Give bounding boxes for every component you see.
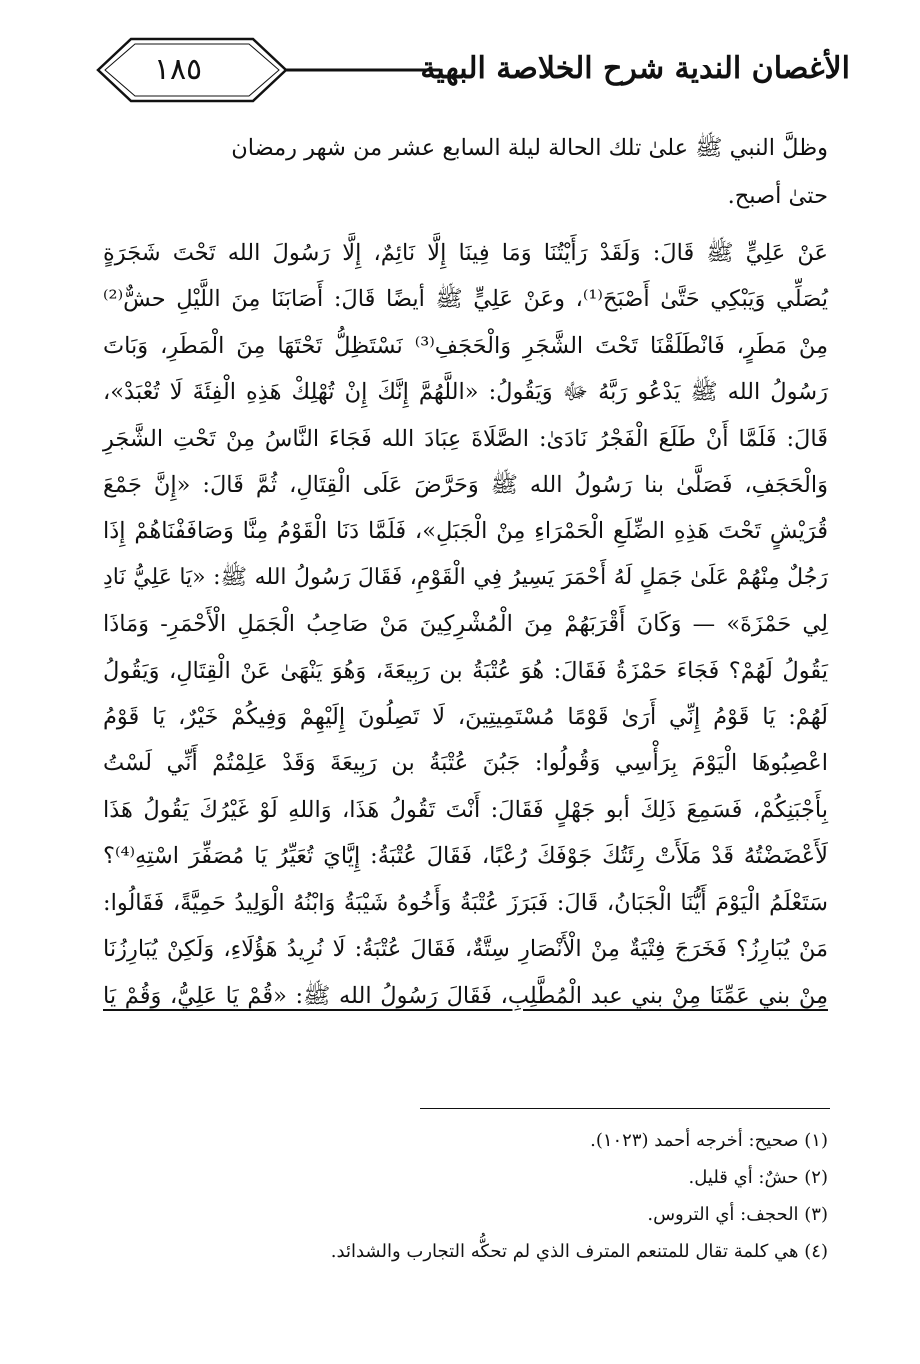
hadith-line: قُرَيْشٍ تَحْتَ هَذِهِ الضِّلَعِ الْحَمْرَاءِ مِنْ الْجَبَلِ»، فَلَمَّا دَنَا الْقَوْمُ مِنَّا وَصَافَفْنَاهُمْ إِذَا	[103, 518, 828, 545]
footnote-separator	[420, 1108, 830, 1109]
intro-line: حتىٰ أصبح.	[727, 183, 828, 209]
hadith-line: يُصَلِّي وَيَبْكِي حَتَّىٰ أَصْبَحَ⁽¹⁾، وعَنْ عَلِيٍّ ﷺ أيضًا قَالَ: أَصَابَنَا مِنَ اللَّيْلِ حشٌّ⁽²⁾	[103, 286, 829, 313]
footnote: (٣) الحجف: أي التروس.	[647, 1204, 828, 1225]
hadith-line: اعْصِبُوهَا الْيَوْمَ بِرَأْسِي وَقُولُوا: جَبُنَ عُتْبَةُ بن رَبِيعَةَ وَقَدْ عَلِمْتُمْ أَنِّي لَسْتُ	[103, 750, 828, 777]
hadith-paragraph	[103, 230, 828, 1019]
footnotes	[103, 1122, 828, 1270]
hadith-line: مَنْ يُبَارِزُ؟ فَخَرَجَ فِتْيَةٌ مِنْ الْأَنْصَارِ سِتَّةٌ، فَقَالَ عُتْبَةُ: لَا نُرِيدُ هَؤُلَاءِ، وَلَكِنْ يُبَارِزُنَا	[103, 936, 828, 963]
hadith-line: لَأَعْضَضْتُهُ قَدْ مَلَأَتْ رِئَتُكَ جَوْفَكَ رُعْبًا، فَقَالَ عُتْبَةُ: إِيَّايَ تُعَيِّرُ يَا مُصَفِّرَ اسْتِهِ⁽⁴⁾؟	[103, 843, 828, 870]
footnote: (٢) حشٌ: أي قليل.	[688, 1167, 828, 1188]
footnote: (٤) هي كلمة تقال للمتنعم المترف الذي لم تحكُّه التجارب والشدائد.	[330, 1241, 828, 1262]
hadith-line: رَسُولُ الله ﷺ يَدْعُو رَبَّهُ ﷻ وَيَقُولُ: «اللَّهُمَّ إِنَّكَ إِنْ تُهْلِكْ هَذِهِ الْفِئَةَ لَا تُعْبَدْ»،	[103, 379, 828, 406]
hadith-line: لِي حَمْزَةَ» — وَكَانَ أَقْرَبَهُمْ مِنَ الْمُشْرِكِينَ مَنْ صَاحِبُ الْجَمَلِ الْأَحْمَرِ- وَمَاذَا	[103, 611, 828, 638]
hadith-line: قَالَ: فَلَمَّا أَنْ طَلَعَ الْفَجْرُ نَادَىٰ: الصَّلَاةَ عِبَادَ الله فَجَاءَ النَّاسُ مِنْ تَحْتِ الشَّجَرِ	[103, 425, 828, 452]
hadith-line: عَنْ عَلِيٍّ ﷺ قَالَ: وَلَقَدْ رَأَيْتُنَا وَمَا فِينَا إِلَّا نَائِمٌ، إِلَّا رَسُولَ الله تَحْتَ شَجَرَةٍ	[103, 240, 828, 266]
intro-paragraph	[103, 124, 828, 220]
intro-line: وظلَّ النبي ﷺ علىٰ تلك الحالة ليلة السابع عشر من شهر رمضان	[231, 135, 828, 161]
hadith-line: سَتَعْلَمُ الْيَوْمَ أَيُّنَا الْجَبَانُ، قَالَ: فَبَرَزَ عُتْبَةُ وَأَخُوهُ شَيْبَةُ وَابْنُهُ الْوَلِيدُ حَمِيَّةً، فَقَالُوا:	[103, 889, 828, 916]
hadith-line: مِنْ مَطَرٍ، فَانْطَلَقْنَا تَحْتَ الشَّجَرِ وَالْحَجَفِ⁽³⁾ نَسْتَظِلُّ تَحْتَهَا مِنَ الْمَطَرِ، وَبَاتَ	[103, 332, 828, 359]
page-number: ١٨٥	[153, 52, 203, 87]
hadith-line: يَقُولُ لَهُمْ؟ فَجَاءَ حَمْزَةُ فَقَالَ: هُوَ عُتْبَةُ بن رَبِيعَةَ، وَهُوَ يَنْهَىٰ عَنْ الْقِتَالِ، وَيَقُولُ	[103, 657, 828, 684]
running-title: الأغصان الندية شرح الخلاصة البهية	[420, 51, 850, 86]
hadith-line: بِأَجْبَنِكُمْ، فَسَمِعَ ذَلِكَ أبو جَهْلٍ فَقَالَ: أَنْتَ تَقُولُ هَذَا، وَاللهِ لَوْ غَيْرُكَ يَقُولُ هَذَا	[103, 796, 828, 823]
hadith-line: لَهُمْ: يَا قَوْمُ إِنِّي أَرَىٰ قَوْمًا مُسْتَمِيتِينَ، لَا تَصِلُونَ إِلَيْهِمْ وَفِيكُمْ خَيْرٌ، يَا قَوْمُ	[103, 704, 828, 731]
hadith-line: وَالْحَجَفِ، فَصَلَّىٰ بنا رَسُولُ الله ﷺ وَحَرَّضَ عَلَى الْقِتَالِ، ثُمَّ قَالَ: «إِنَّ جَمْعَ	[103, 472, 828, 499]
hadith-line: مِنْ بني عَمِّنَا مِنْ بني عبد الْمُطَّلِبِ، فَقَالَ رَسُولُ الله ﷺ: «قُمْ يَا عَلِيُّ، وَقُمْ يَا	[103, 982, 828, 1009]
footnote: (١) صحيح: أخرجه أحمد (١٠٢٣).	[590, 1130, 828, 1151]
page-header	[95, 35, 850, 105]
main-text	[103, 124, 828, 1019]
hadith-line: رَجُلٌ مِنْهُمْ عَلَىٰ جَمَلٍ لَهُ أَحْمَرَ يَسِيرُ فِي الْقَوْمِ، فَقَالَ رَسُولُ الله ﷺ: «يَا عَلِيُّ نَادِ	[103, 564, 828, 590]
